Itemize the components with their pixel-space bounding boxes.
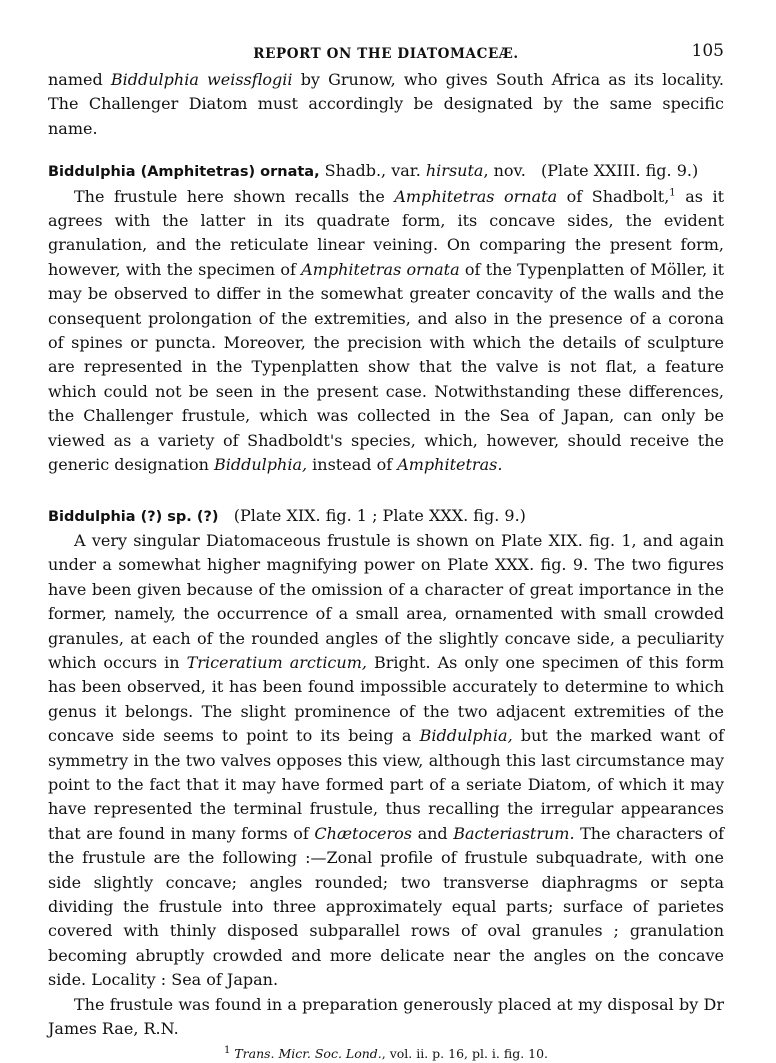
plate-reference: (Plate XXIII. fig. 9.) — [541, 161, 699, 181]
plate-reference: (Plate XIX. fig. 1 ; Plate XXX. fig. 9.) — [233, 505, 526, 525]
page — [48, 38, 724, 1063]
page-number: 105 — [691, 41, 724, 61]
running-head — [48, 38, 724, 68]
section-paragraph-biddulphia-sp: A very singular Diatomaceous frustule is shown on Plate XIX. fig. 1, and again under a somewhat higher magnifying power on Plate XXX. fig. 9. The two figures have been given because of the omission of a character of great importance in the former, namely, the occurrence of a small area, ornamented with small crowded granules, at each of the rounded angles of the slightly concave side, a peculiarity which occurs in Triceratium arcticum, Bright. As only one specimen of this form has been observed, it has been found impossible accurately to determine to which genus it belongs. The slight prominence of the two adjacent extremities of the concave side seems to point to its being a Biddulphia, but the marked want of symmetry in the two valves opposes this view, although this last circumstance may point to the fact that it may have formed part of a seriate Diatom, of which it may have represented the terminal frustule, thus recalling the irregular appearances that are found in many forms of Chætoceros and Bacteriastrum. The characters of the frustule are the following :—Zonal profile of frustule subquadrate, with one side slightly concave; angles rounded; two transverse diaphragms or septa dividing the frustule into three approximately equal parts; surface of parietes covered with thinly disposed subparallel rows of oval granules ; granulation becoming abruptly crowded and more delicate near the angles on the concave side. Locality : Sea of Japan. — [48, 530, 725, 990]
section-heading-biddulphia-sp: Biddulphia (?) sp. (?) (Plate XIX. fig. 1 ; Plate XXX. fig. 9.) — [48, 505, 526, 525]
section-paragraph-amphitetras: The frustule here shown recalls the Amphitetras ornata of Shadbolt,$^1$ as it agrees with the latter in its quadrate form, its concave sides, the evident granulation, and the reticulate linear veining. On comparing the present form, however, with the specimen of Amphitetras ornata of the Typenplatten of Möller, it may be observed to differ in the somewhat greater concavity of the walls and the consequent prolongation of the extremities, and also in the presence of a corona of spines or puncta. Moreover, the precision with which the details of sculpture are represented in the Typenplatten show that the valve is not flat, a feature which could not be seen in the present case. Notwithstanding these differences, the Challenger frustule, which was collected in the Sea of Japan, can only be viewed as a variety of Shadboldt's species, which, however, should receive the generic designation Biddulphia, instead of Amphitetras. — [48, 186, 725, 475]
section-heading-amphitetras: Biddulphia (Amphitetras) ornata, Shadb., var. hirsuta, nov. (Plate XXIII. fig. 9.) — [48, 161, 699, 181]
footnote: $^1$ Trans. Micr. Soc. Lond., vol. ii. p. 16, pl. i. fig. 10. — [223, 1045, 549, 1062]
footnote-marker: 1 — [669, 187, 676, 199]
closing-paragraph: The frustule was found in a preparation generously placed at my disposal by Dr James Rae, R.N. — [48, 994, 724, 1039]
running-title: REPORT ON THE DIATOMACEÆ. — [253, 46, 519, 62]
intro-paragraph: named Biddulphia weissflogii by Grunow, who gives South Africa as its locality. The Challenger Diatom must accordingly be designated by the same specific name. — [48, 70, 725, 138]
